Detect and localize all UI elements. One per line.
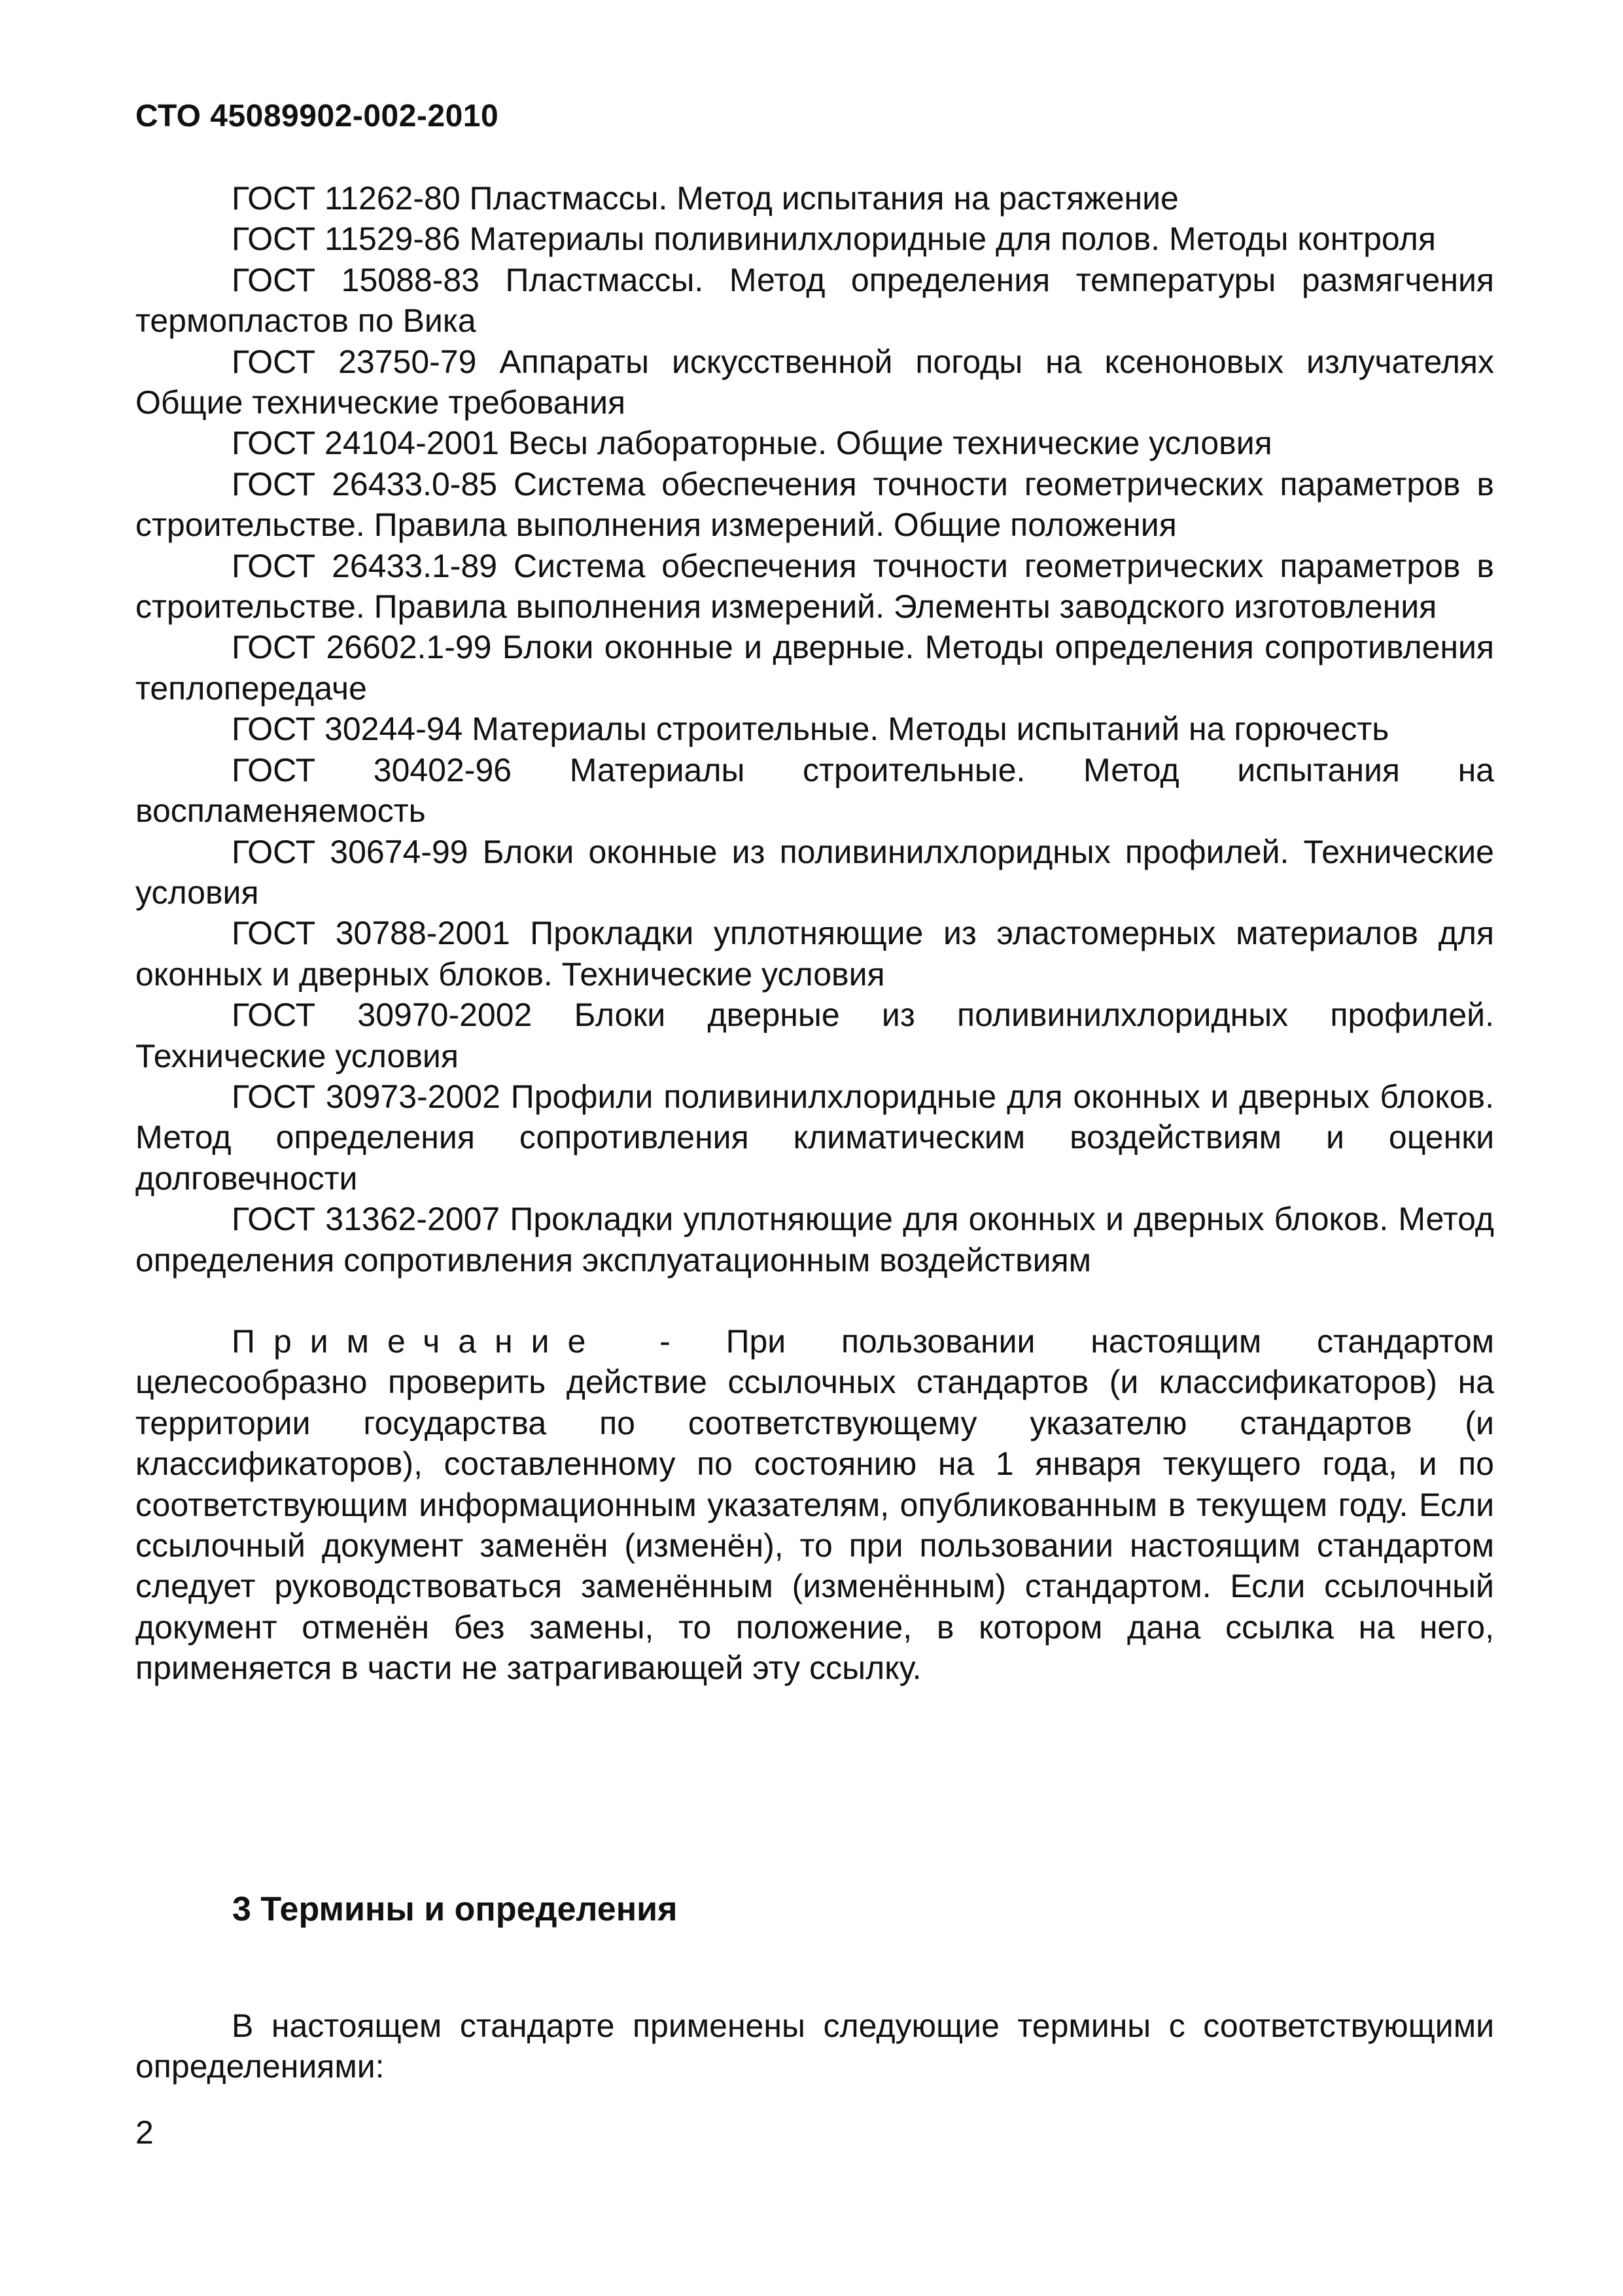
reference-item: [135, 423, 1494, 463]
reference-item: [135, 1076, 1494, 1199]
reference-title: Прокладки уплотняющие для оконных и дверных блоков. Метод определения сопротивления эксплуатационным воздействиям: [135, 1201, 1494, 1279]
section-heading: 3 Термины и определения: [232, 1890, 678, 1928]
reference-item: [135, 178, 1494, 219]
note-text: При пользовании настоящим стандартом целесообразно проверить действие ссылочных стандартов (и классификаторов) на территории государства по соответствующему указателю стандартов (и классификаторов), составленному по состоянию на 1 января текущего года, и по соответствующим информационным указателям, опубликованным в текущем году. Если ссылочный документ заменён (изменён), то при пользовании настоящим стандартом следует руководствоваться заменённым (изменённым) стандартом. Если ссылочный документ отменён без замены, то положение, в котором дана ссылка на него, применяется в части не затрагивающей эту ссылку.: [135, 1322, 1494, 1687]
reference-title: Материалы строительные. Метод испытания на воспламеняемость: [135, 751, 1494, 830]
reference-title: Блоки оконные и дверные. Методы определения сопротивления теплопередаче: [135, 629, 1494, 707]
reference-item: [135, 995, 1494, 1076]
reference-code: ГОСТ 26433.0-85: [232, 465, 498, 503]
page-number: 2: [135, 2114, 154, 2151]
reference-title: Весы лабораторные. Общие технические условия: [508, 425, 1272, 462]
reference-title: Блоки дверные из поливинилхлоридных профилей. Технические условия: [135, 997, 1494, 1074]
reference-item: [135, 219, 1494, 259]
document-code-header: СТО 45089902-002-2010: [135, 99, 499, 133]
reference-title: Пластмассы. Метод определения температуры размягчения термопластов по Вика: [135, 261, 1494, 340]
reference-title: Материалы поливинилхлоридные для полов. Методы контроля: [469, 221, 1436, 258]
note-label: Примечание: [232, 1322, 604, 1360]
reference-code: ГОСТ 30402-96: [232, 751, 512, 788]
reference-item: [135, 832, 1494, 913]
reference-code: ГОСТ 24104-2001: [232, 425, 499, 462]
reference-title: Система обеспечения точности геометрических параметров в строительстве. Правила выполнения измерений. Общие положения: [135, 465, 1494, 544]
reference-code: ГОСТ 31362-2007: [232, 1201, 500, 1238]
normative-references-list: [135, 178, 1494, 1689]
reference-code: ГОСТ 11529-86: [232, 221, 461, 258]
reference-code: ГОСТ 11262-80: [232, 180, 461, 217]
reference-item: [135, 709, 1494, 749]
reference-item: [135, 546, 1494, 627]
reference-item: [135, 913, 1494, 995]
reference-title: Система обеспечения точности геометрических параметров в строительстве. Правила выполнения измерений. Элементы заводского изготовления: [135, 547, 1494, 626]
reference-item: [135, 464, 1494, 546]
section-intro-text: В настоящем стандарте применены следующие термины с соответствующими определениями:: [135, 2007, 1494, 2085]
reference-code: ГОСТ 23750-79: [232, 343, 477, 380]
reference-code: ГОСТ 30244-94: [232, 711, 463, 748]
reference-title: Прокладки уплотняющие из эластомерных материалов для оконных и дверных блоков. Технические условия: [135, 915, 1494, 993]
reference-title: Блоки оконные из поливинилхлоридных профилей. Технические условия: [135, 833, 1494, 911]
reference-title: Пластмассы. Метод испытания на растяжение: [469, 180, 1179, 217]
reference-title: Аппараты искусственной погоды на ксеноновых излучателях Общие технические требования: [135, 343, 1494, 421]
reference-code: ГОСТ 15088-83: [232, 261, 480, 298]
note-dash: -: [604, 1322, 726, 1360]
reference-item: [135, 1199, 1494, 1280]
reference-code: ГОСТ 30674-99: [232, 833, 468, 870]
note-paragraph: [135, 1321, 1494, 1689]
reference-code: ГОСТ 26433.1-89: [232, 547, 498, 584]
reference-code: ГОСТ 26602.1-99: [232, 629, 492, 666]
reference-code: ГОСТ 30970-2002: [232, 997, 532, 1034]
reference-item: [135, 342, 1494, 423]
reference-item: [135, 750, 1494, 832]
reference-item: [135, 260, 1494, 342]
reference-title: Профили поливинилхлоридные для оконных и дверных блоков. Метод определения сопротивления климатическим воздействиям и оценки долговечности: [135, 1078, 1494, 1197]
reference-code: ГОСТ 30973-2002: [232, 1078, 500, 1115]
reference-item: [135, 627, 1494, 709]
reference-code: ГОСТ 30788-2001: [232, 915, 510, 952]
reference-title: Материалы строительные. Методы испытаний на горючесть: [472, 711, 1389, 748]
